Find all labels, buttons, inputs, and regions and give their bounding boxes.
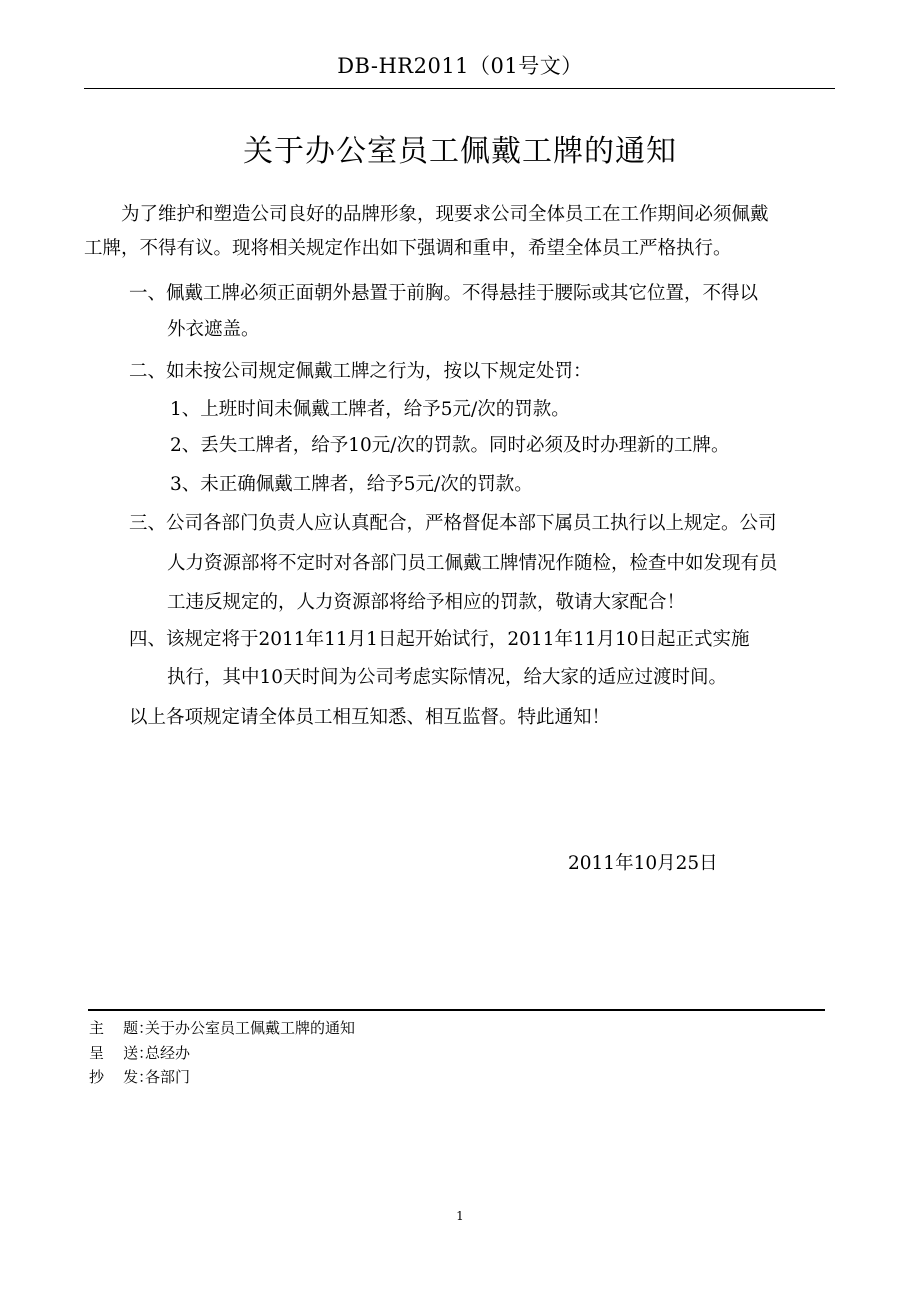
footer-divider <box>88 1009 825 1011</box>
notice-title: 关于办公室员工佩戴工牌的通知 <box>243 134 677 169</box>
copy-to-label: 抄 发： <box>89 1068 154 1086</box>
submit-to-value: 总经办 <box>145 1044 191 1062</box>
closing-statement: 以上各项规定请全体员工相互知悉、相互监督。特此通知！ <box>129 707 611 728</box>
rule-item-1-line-1: 一、佩戴工牌必须正面朝外悬置于前胸。不得悬挂于腰际或其它位置，不得以 <box>129 283 759 304</box>
rule-item-4-line-1: 四、该规定将于2011年11月1日起开始试行，2011年11月10日起正式实施 <box>129 629 750 650</box>
intro-paragraph-line-2: 工牌，不得有议。现将相关规定作出如下强调和重申，希望全体员工严格执行。 <box>84 238 732 259</box>
rule-item-1-line-2: 外衣遮盖。 <box>167 319 260 340</box>
penalty-item-2: 2、丢失工牌者，给予10元/次的罚款。同时必须及时办理新的工牌。 <box>170 435 730 456</box>
document-number: DB-HR2011（01号文） <box>337 54 583 78</box>
issue-date: 2011年10月25日 <box>568 853 718 874</box>
subject-label: 主 题： <box>89 1019 154 1037</box>
rule-item-2-line-1: 二、如未按公司规定佩戴工牌之行为，按以下规定处罚： <box>129 361 592 382</box>
rule-item-3-line-1: 三、公司各部门负责人应认真配合，严格督促本部下属员工执行以上规定。公司 <box>129 513 777 534</box>
submit-to-line <box>89 1043 190 1063</box>
header-divider <box>84 88 835 89</box>
rule-item-3-line-3: 工违反规定的，人力资源部将给予相应的罚款，敬请大家配合！ <box>167 592 686 613</box>
subject-value: 关于办公室员工佩戴工牌的通知 <box>145 1019 356 1037</box>
penalty-item-3: 3、未正确佩戴工牌者，给予5元/次的罚款。 <box>170 474 533 495</box>
submit-to-label: 呈 送： <box>89 1044 154 1062</box>
page-number: 1 <box>456 1209 464 1223</box>
copy-to-line <box>89 1067 190 1087</box>
rule-item-3-line-2: 人力资源部将不定时对各部门员工佩戴工牌情况作随检，检查中如发现有员 <box>167 553 778 574</box>
intro-paragraph-line-1: 为了维护和塑造公司良好的品牌形象，现要求公司全体员工在工作期间必须佩戴 <box>121 204 769 225</box>
copy-to-value: 各部门 <box>145 1068 191 1086</box>
rule-item-4-line-2: 执行，其中10天时间为公司考虑实际情况，给大家的适应过渡时间。 <box>167 667 728 688</box>
penalty-item-1: 1、上班时间未佩戴工牌者，给予5元/次的罚款。 <box>170 399 570 420</box>
subject-line <box>89 1018 355 1038</box>
